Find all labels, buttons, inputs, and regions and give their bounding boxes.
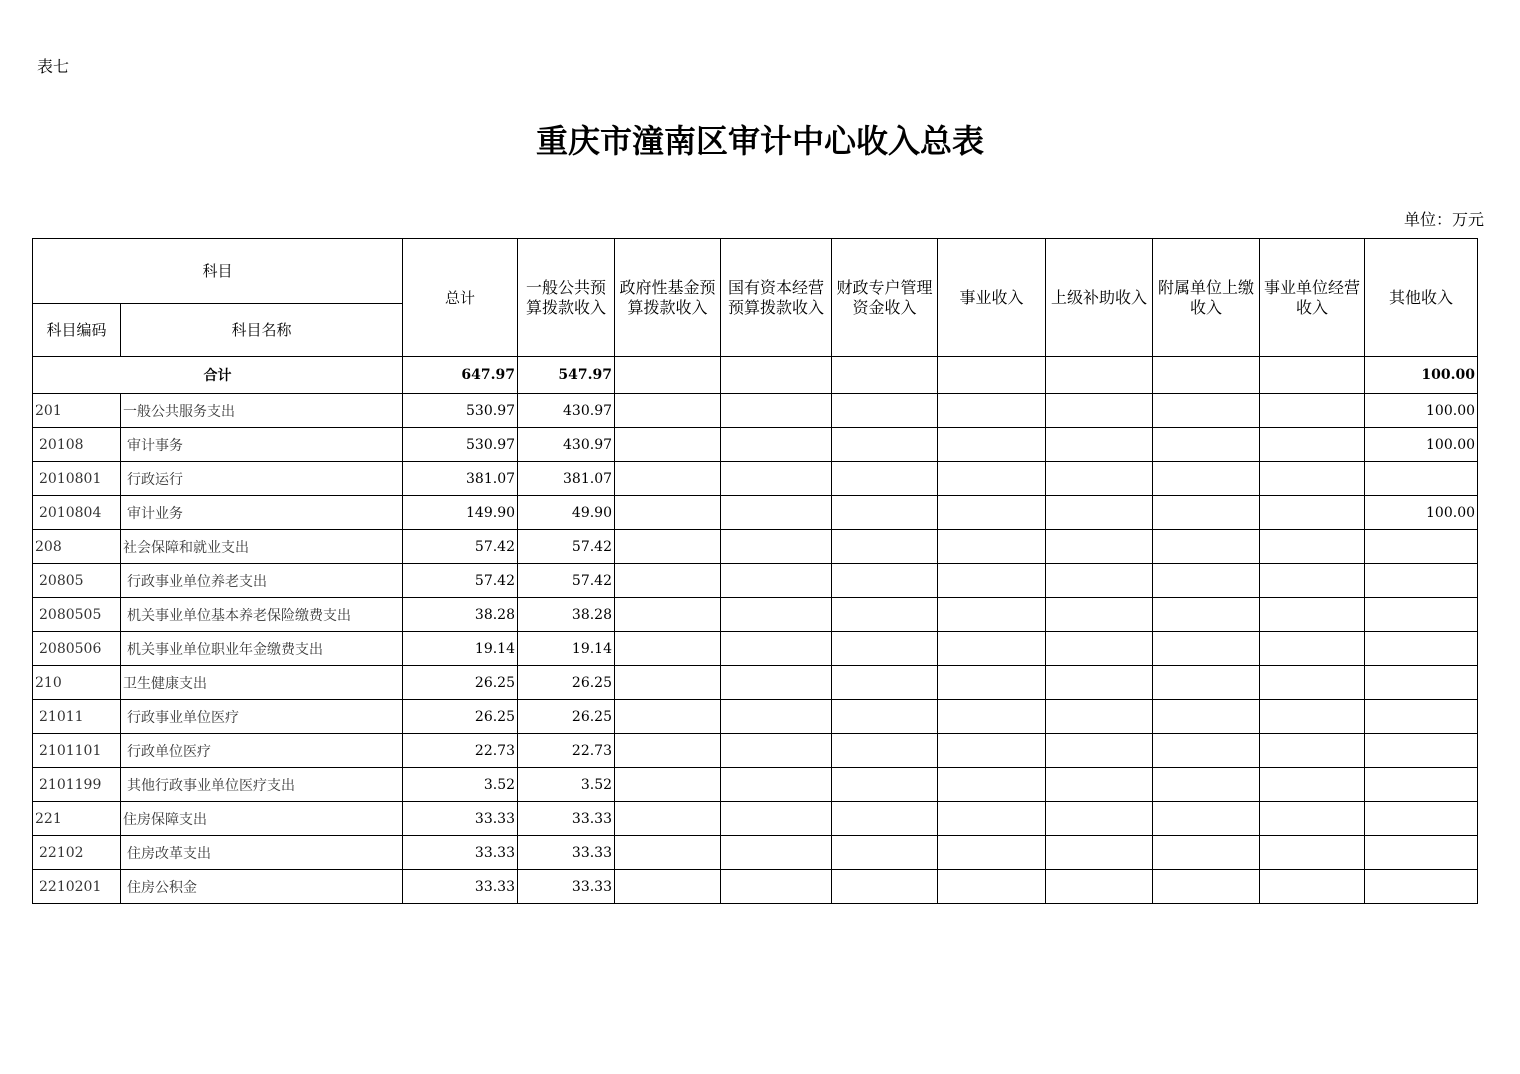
table-row [33,836,1520,870]
row-cell [1046,802,1153,836]
row-cell [1260,632,1365,666]
row-cell [938,734,1046,768]
row-other-income [1365,836,1478,870]
table-row [33,734,1520,768]
row-cell [721,768,832,802]
row-cell [832,870,938,904]
row-general-budget: 381.07 [518,462,615,496]
row-code: 2080505 [33,598,121,632]
row-cell [721,666,832,700]
row-cell [1260,836,1365,870]
table-row [33,598,1520,632]
row-cell [1153,836,1260,870]
row-total: 3.52 [403,768,518,802]
row-total: 530.97 [403,428,518,462]
row-total: 149.90 [403,496,518,530]
row-cell [938,836,1046,870]
row-other-income [1365,462,1478,496]
row-cell [1153,564,1260,598]
header-affiliated-remit: 附属单位上缴收入 [1153,239,1260,357]
row-cell [721,462,832,496]
row-code: 208 [33,530,121,564]
row-cell [1153,394,1260,428]
row-total: 57.42 [403,530,518,564]
row-cell [1260,462,1365,496]
row-cell [721,428,832,462]
row-cell [615,428,721,462]
row-cell [1153,870,1260,904]
row-code: 2080506 [33,632,121,666]
row-cell [615,836,721,870]
table-row [33,870,1520,904]
row-cell [1046,768,1153,802]
table-row [33,700,1520,734]
header-superior-subsidy: 上级补助收入 [1046,239,1153,357]
row-cell [721,734,832,768]
row-cell [832,530,938,564]
row-cell [938,462,1046,496]
row-cell [938,530,1046,564]
row-cell [615,598,721,632]
row-cell [1153,598,1260,632]
row-cell [1046,734,1153,768]
row-cell [1046,700,1153,734]
row-cell [721,530,832,564]
row-cell [832,564,938,598]
row-cell [615,530,721,564]
row-code: 2010801 [33,462,121,496]
row-other-income [1365,700,1478,734]
row-code: 2101101 [33,734,121,768]
row-code: 2101199 [33,768,121,802]
row-cell [938,870,1046,904]
row-cell [721,836,832,870]
row-general-budget: 19.14 [518,632,615,666]
header-code: 科目编码 [33,304,121,357]
row-other-income [1365,530,1478,564]
row-cell [721,564,832,598]
row-cell [1153,666,1260,700]
row-cell [1046,836,1153,870]
row-cell [615,462,721,496]
row-cell [615,700,721,734]
row-cell [938,564,1046,598]
row-other-income [1365,564,1478,598]
table-row [33,462,1520,496]
row-other-income: 100.00 [1365,428,1478,462]
row-name: 住房改革支出 [121,836,403,870]
total-cell [1260,357,1365,394]
row-cell [615,734,721,768]
row-cell [1153,462,1260,496]
total-other-income: 100.00 [1365,357,1478,394]
row-cell [1046,564,1153,598]
row-cell [1153,802,1260,836]
row-cell [1153,428,1260,462]
row-cell [1260,598,1365,632]
row-cell [721,700,832,734]
page-title: 重庆市潼南区审计中心收入总表 [535,122,984,160]
row-cell [615,496,721,530]
table-row [33,632,1520,666]
row-cell [1153,632,1260,666]
row-cell [1046,598,1153,632]
row-cell [1046,394,1153,428]
row-total: 26.25 [403,666,518,700]
header-state-capital: 国有资本经营预算拨款收入 [721,239,832,357]
row-cell [832,700,938,734]
row-name: 卫生健康支出 [121,666,403,700]
row-cell [1260,496,1365,530]
row-cell [938,428,1046,462]
total-cell [832,357,938,394]
row-general-budget: 33.33 [518,870,615,904]
row-general-budget: 49.90 [518,496,615,530]
header-name: 科目名称 [121,304,403,357]
table-row [33,496,1520,530]
row-total: 33.33 [403,802,518,836]
table-row [33,768,1520,802]
row-code: 2010804 [33,496,121,530]
row-cell [832,428,938,462]
total-cell [1046,357,1153,394]
row-cell [1260,666,1365,700]
header-fiscal-special: 财政专户管理资金收入 [832,239,938,357]
row-cell [615,666,721,700]
row-name: 其他行政事业单位医疗支出 [121,768,403,802]
total-row [33,357,1520,394]
row-code: 21011 [33,700,121,734]
row-cell [1260,394,1365,428]
total-general-budget: 547.97 [518,357,615,394]
row-cell [1153,768,1260,802]
row-cell [721,632,832,666]
total-cell [938,357,1046,394]
row-name: 行政事业单位医疗 [121,700,403,734]
row-general-budget: 38.28 [518,598,615,632]
row-cell [832,768,938,802]
table-row [33,428,1520,462]
total-cell [615,357,721,394]
row-name: 审计业务 [121,496,403,530]
row-cell [1046,632,1153,666]
total-label: 合计 [33,357,403,394]
row-general-budget: 26.25 [518,666,615,700]
row-cell [938,666,1046,700]
row-cell [1260,768,1365,802]
row-code: 20108 [33,428,121,462]
row-cell [615,870,721,904]
row-cell [938,768,1046,802]
row-cell [1260,700,1365,734]
header-gov-fund: 政府性基金预算拨款收入 [615,239,721,357]
total-cell [721,357,832,394]
row-code: 2210201 [33,870,121,904]
row-other-income: 100.00 [1365,496,1478,530]
table-number: 表七 [37,57,70,76]
row-general-budget: 3.52 [518,768,615,802]
row-cell [1153,700,1260,734]
row-total: 57.42 [403,564,518,598]
row-name: 行政事业单位养老支出 [121,564,403,598]
row-cell [938,394,1046,428]
row-cell [1153,734,1260,768]
row-name: 机关事业单位职业年金缴费支出 [121,632,403,666]
row-code: 201 [33,394,121,428]
header-total: 总计 [403,239,518,357]
header-operating-income: 事业单位经营收入 [1260,239,1365,357]
row-cell [938,700,1046,734]
table-row [33,802,1520,836]
row-cell [615,768,721,802]
row-cell [938,598,1046,632]
row-total: 33.33 [403,870,518,904]
row-cell [1260,564,1365,598]
row-total: 33.33 [403,836,518,870]
row-other-income [1365,768,1478,802]
table-row [33,666,1520,700]
row-cell [1153,496,1260,530]
row-cell [1046,496,1153,530]
row-other-income [1365,666,1478,700]
row-general-budget: 430.97 [518,394,615,428]
row-other-income [1365,870,1478,904]
row-cell [721,802,832,836]
row-cell [938,496,1046,530]
row-name: 住房保障支出 [121,802,403,836]
income-summary-table [32,238,1520,904]
row-name: 社会保障和就业支出 [121,530,403,564]
row-name: 行政运行 [121,462,403,496]
row-name: 住房公积金 [121,870,403,904]
row-cell [721,496,832,530]
row-general-budget: 22.73 [518,734,615,768]
row-cell [832,802,938,836]
row-cell [1046,530,1153,564]
row-total: 38.28 [403,598,518,632]
row-cell [1260,734,1365,768]
row-cell [615,802,721,836]
row-cell [832,496,938,530]
row-cell [1046,870,1153,904]
header-other-income: 其他收入 [1365,239,1478,357]
row-cell [1046,428,1153,462]
row-general-budget: 33.33 [518,836,615,870]
row-total: 19.14 [403,632,518,666]
row-other-income [1365,632,1478,666]
row-name: 行政单位医疗 [121,734,403,768]
row-cell [1046,666,1153,700]
header-row-1 [33,239,1520,304]
row-other-income [1365,802,1478,836]
row-cell [1260,870,1365,904]
row-general-budget: 57.42 [518,530,615,564]
row-other-income: 100.00 [1365,394,1478,428]
row-cell [721,870,832,904]
row-cell [832,836,938,870]
header-subject: 科目 [33,239,403,304]
row-other-income [1365,598,1478,632]
row-code: 221 [33,802,121,836]
row-total: 22.73 [403,734,518,768]
table-row [33,530,1520,564]
row-cell [615,394,721,428]
row-cell [832,462,938,496]
row-cell [1260,428,1365,462]
row-code: 22102 [33,836,121,870]
row-name: 一般公共服务支出 [121,394,403,428]
row-total: 381.07 [403,462,518,496]
row-code: 210 [33,666,121,700]
row-name: 机关事业单位基本养老保险缴费支出 [121,598,403,632]
row-cell [615,564,721,598]
row-other-income [1365,734,1478,768]
row-general-budget: 26.25 [518,700,615,734]
row-cell [1260,802,1365,836]
header-general-budget: 一般公共预算拨款收入 [518,239,615,357]
total-total: 647.97 [403,357,518,394]
row-cell [938,632,1046,666]
row-general-budget: 57.42 [518,564,615,598]
row-cell [1260,530,1365,564]
table-row [33,394,1520,428]
row-total: 530.97 [403,394,518,428]
row-cell [832,734,938,768]
row-name: 审计事务 [121,428,403,462]
row-cell [832,394,938,428]
row-cell [721,598,832,632]
table-row [33,564,1520,598]
header-business-income: 事业收入 [938,239,1046,357]
row-cell [832,632,938,666]
row-cell [832,666,938,700]
row-cell [832,598,938,632]
row-general-budget: 430.97 [518,428,615,462]
row-total: 26.25 [403,700,518,734]
row-code: 20805 [33,564,121,598]
row-cell [721,394,832,428]
row-cell [615,632,721,666]
unit-label: 单位：万元 [1403,210,1484,229]
row-cell [938,802,1046,836]
row-cell [1046,462,1153,496]
row-general-budget: 33.33 [518,802,615,836]
row-cell [1153,530,1260,564]
total-cell [1153,357,1260,394]
